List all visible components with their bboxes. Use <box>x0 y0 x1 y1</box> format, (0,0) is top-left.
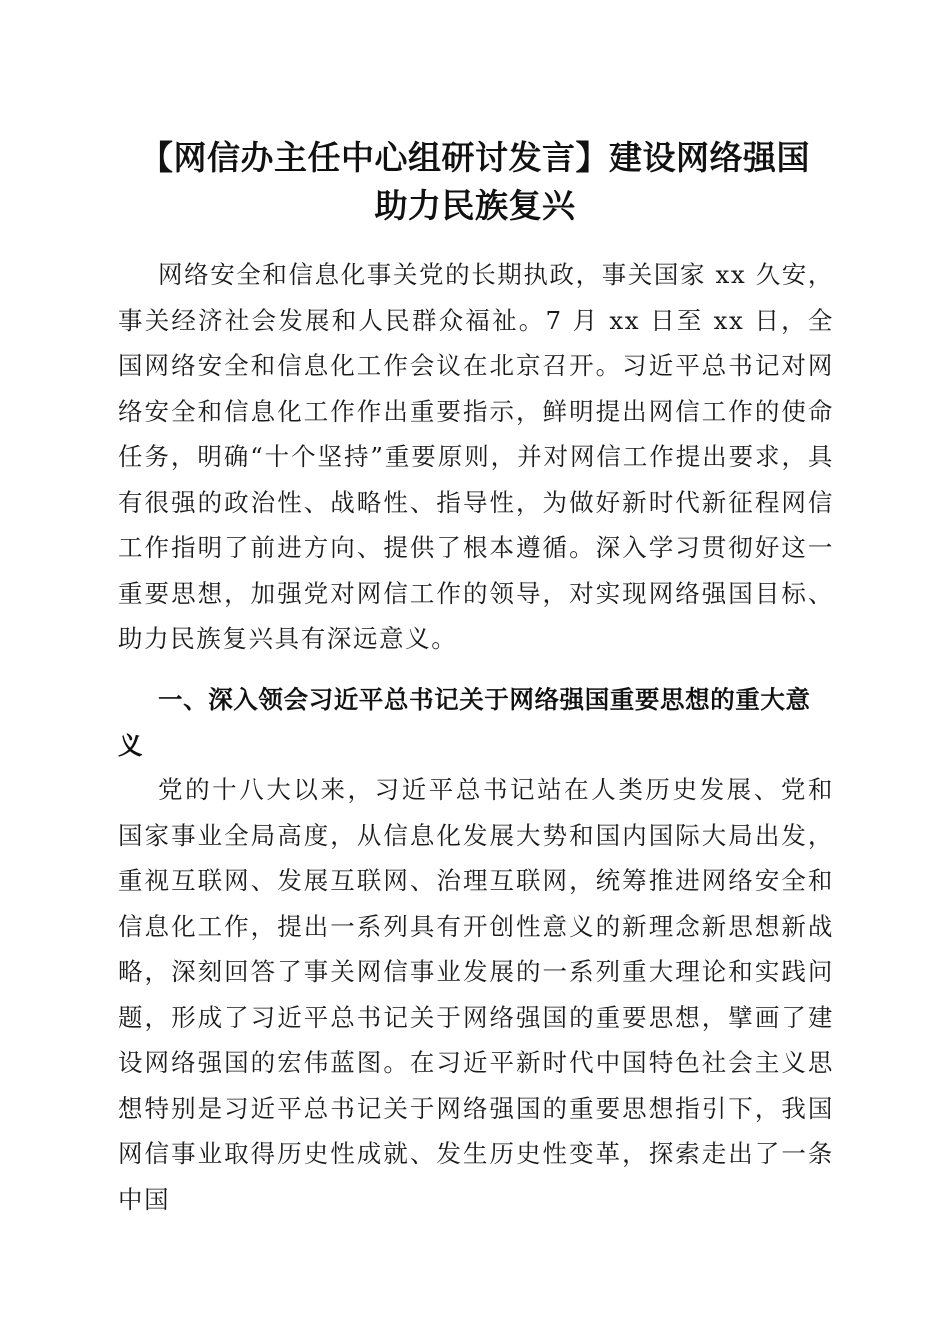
section-1-paragraph: 党的十八大以来，习近平总书记站在人类历史发展、党和国家事业全局高度，从信息化发展大势和国内国际大局出发，重视互联网、发展互联网、治理互联网，统筹推进网络安全和信息化工作，提出一系列具有开创性意义的新理念新思想新战略，深刻回答了事关网信事业发展的一系列重大理论和实践问题，形成了习近平总书记关于网络强国的重要思想，擘画了建设网络强国的宏伟蓝图。在习近平新时代中国特色社会主义思想特别是习近平总书记关于网络强国的重要思想指引下，我国网信事业取得历史性成就、发生历史性变革，探索走出了一条中国 <box>118 775 834 1214</box>
document-title <box>118 134 832 230</box>
intro-paragraph: 网络安全和信息化事关党的长期执政，事关国家 xx 久安，事关经济社会发展和人民群众福祉。7 月 xx 日至 xx 日，全国网络安全和信息化工作会议在北京召开。习近平总书记对网络安全和信息化工作作出重要指示，鲜明提出网信工作的使命任务，明确“十个坚持”重要原则，并对网信工作提出要求，具有很强的政治性、战略性、指导性，为做好新时代新征程网信工作指明了前进方向、提供了根本遵循。深入学习贯彻好这一重要思想，加强党对网信工作的领导，对实现网络强国目标、助力民族复兴具有深远意义。 <box>118 260 835 653</box>
title-line-1: 【网信办主任中心组研讨发言】建设网络强国 <box>140 138 810 177</box>
title-line-2: 助力民族复兴 <box>374 186 576 225</box>
section-heading-1: 一、深入领会习近平总书记关于网络强国重要思想的重大意义 <box>118 685 811 760</box>
